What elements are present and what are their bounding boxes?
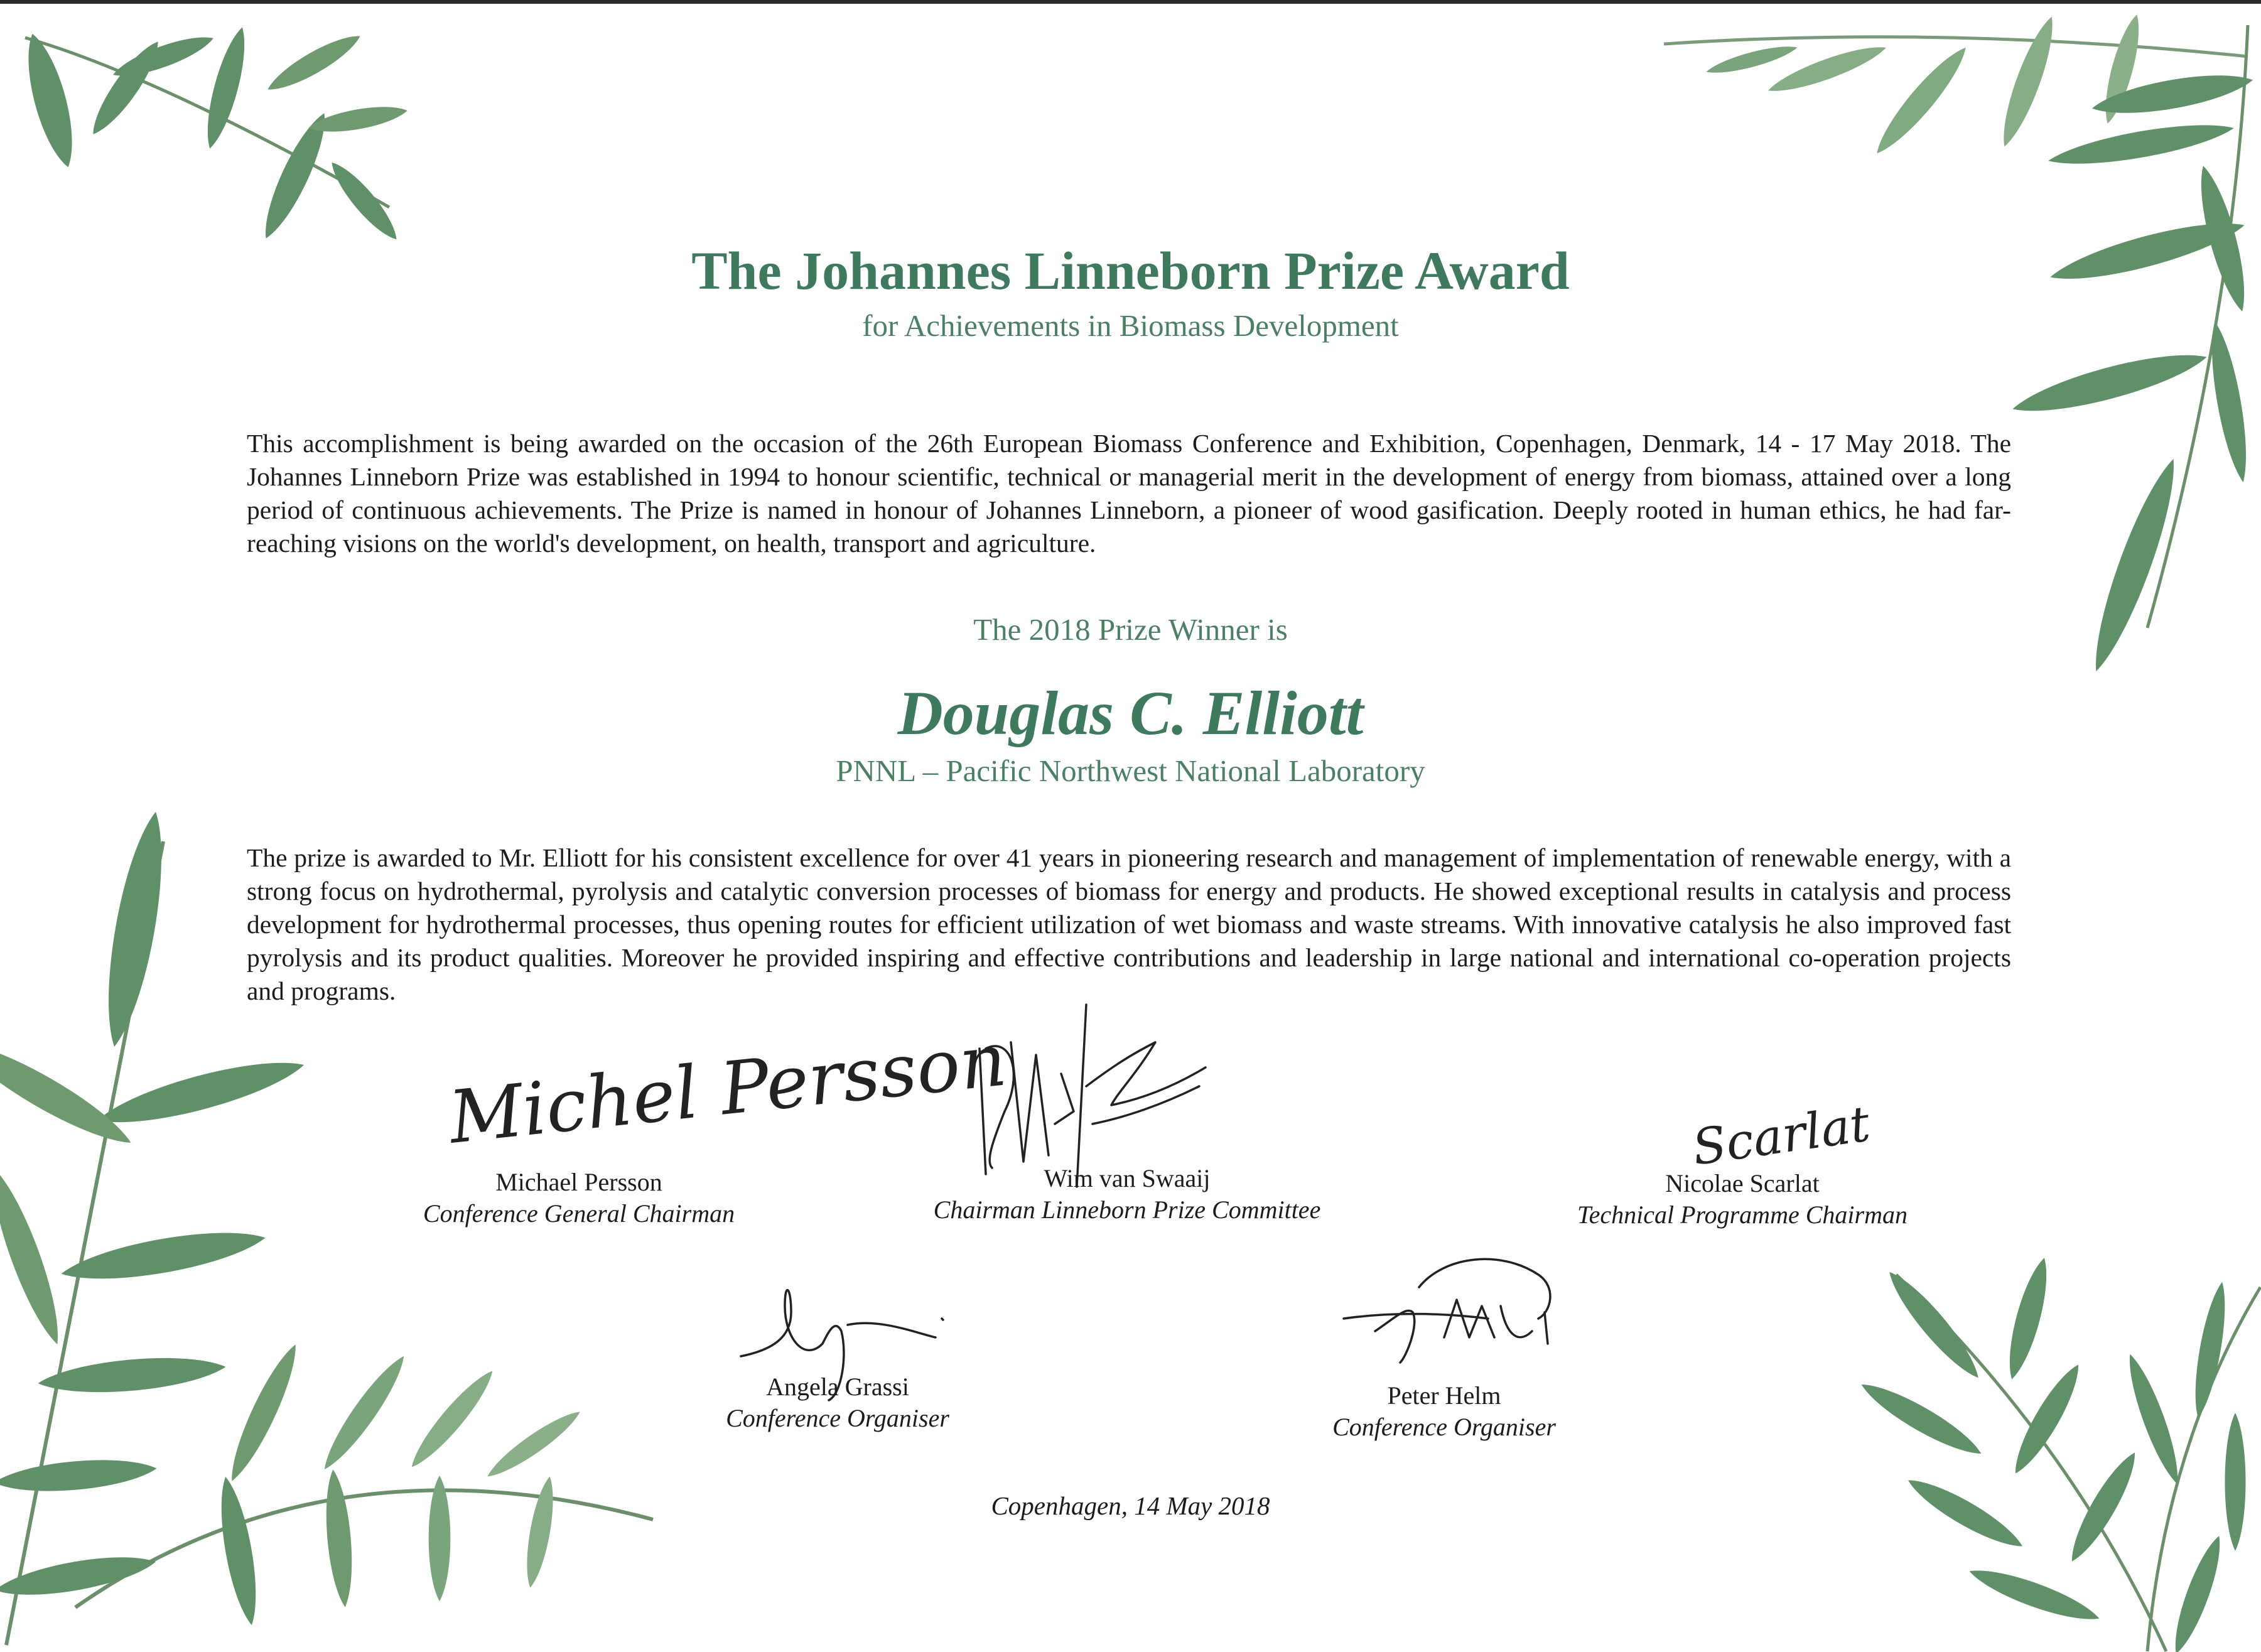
signatory-role: Conference General Chairman <box>423 1199 735 1228</box>
signatory-block <box>845 1163 1410 1226</box>
certificate-subtitle: for Achievements in Biomass Development <box>862 308 1399 343</box>
signatory-role: Chairman Linneborn Prize Committee <box>933 1196 1321 1224</box>
certificate-title: The Johannes Linneborn Prize Award <box>691 240 1570 301</box>
signatory-name: Wim van Swaaij <box>1044 1164 1211 1192</box>
winner-organization: PNNL – Pacific Northwest National Laboratory <box>836 753 1425 788</box>
winner-name: Douglas C. Elliott <box>897 678 1364 748</box>
signature-peter-helm <box>1337 1250 1576 1375</box>
signatory-name: Angela Grassi <box>766 1373 909 1401</box>
signatory-role: Conference Organiser <box>726 1404 949 1432</box>
signatory-name: Michael Persson <box>495 1168 662 1196</box>
place-and-date: Copenhagen, 14 May 2018 <box>991 1491 1270 1520</box>
citation-paragraph: The prize is awarded to Mr. Elliott for his consistent excellence for over 41 years in pioneering research and management of implementation of renewable energy, with a strong focus on hydrothermal, pyrolysis and catalytic conversion processes of biomass for energy and products. He showed exceptional results in catalysis and process development for hydrothermal processes, thus opening routes for efficient utilization of wet biomass and waste streams. With innovative catalysis he also improved fast pyrolysis and its product qualities. Moreover he provided inspiring and effective contributions and leadership in large national and international co-operation projects and programs. <box>247 843 2011 1005</box>
signatory-name: Nicolae Scarlat <box>1665 1169 1820 1197</box>
leaf-cluster-top-right <box>1664 12 2255 677</box>
signatory-block <box>1162 1380 1727 1443</box>
intro-paragraph: This accomplishment is being awarded on the occasion of the 26th European Biomass Conference and Exhibition, Copenhagen, Denmark, 14 - 17 May 2018. The Johannes Linneborn Prize was established in 1994 to honour scientific, technical or managerial merit in the development of energy from biomass, attained over a long period of continuous achievements. The Prize is named in honour of Johannes Linneborn, a pioneer of wood gasification. Deeply rooted in human ethics, he had far-reaching visions on the world's development, on health, transport and agriculture. <box>247 429 2011 558</box>
signature-wim-van-swaaij <box>967 998 1218 1187</box>
signature-michael-persson <box>440 1018 1011 1174</box>
signatory-block <box>296 1167 861 1229</box>
signatory-role: Conference Organiser <box>1332 1413 1556 1441</box>
signatory-role: Technical Programme Chairman <box>1577 1201 1908 1229</box>
winner-intro: The 2018 Prize Winner is <box>973 612 1288 647</box>
leaf-cluster-top-left <box>18 24 409 246</box>
leaf-cluster-bottom-right <box>1855 1255 2260 1652</box>
signatory-block <box>1460 1168 2025 1231</box>
signature-nicolae-scarlat-text: Scarlat <box>1689 1096 1874 1177</box>
signature-michael-persson-text: Michel Persson <box>445 1018 1011 1160</box>
signatory-name: Peter Helm <box>1387 1381 1501 1410</box>
signatory-block <box>555 1371 1120 1434</box>
